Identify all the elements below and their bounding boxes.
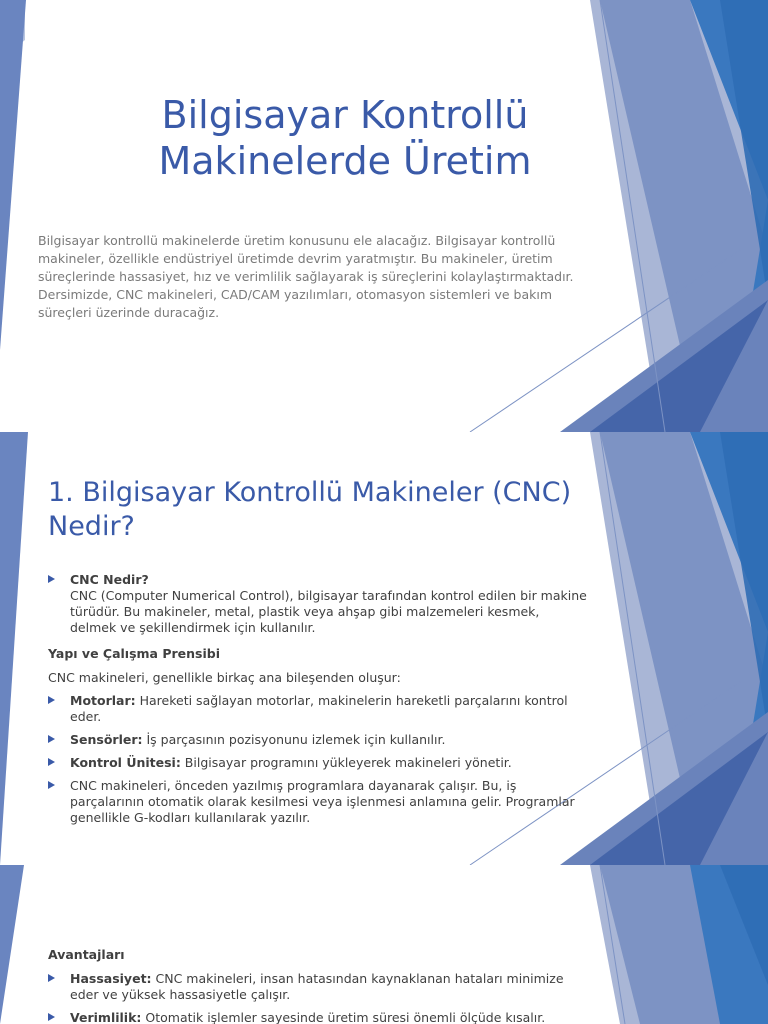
- advantage-label: Hassasiyet:: [70, 971, 152, 986]
- section-content: [48, 572, 588, 833]
- slide-decoration: [0, 0, 768, 432]
- list-item: [48, 778, 588, 826]
- arrow-bullet-icon: [48, 735, 55, 743]
- list-item: [48, 971, 588, 1003]
- cnc-label: CNC Nedir?: [70, 572, 149, 587]
- slide-1: [0, 0, 768, 432]
- list-item: [48, 1010, 588, 1024]
- title-line-1: Bilgisayar Kontrollü: [161, 93, 529, 137]
- arrow-bullet-icon: [48, 575, 55, 583]
- arrow-bullet-icon: [48, 758, 55, 766]
- intro-paragraph: Bilgisayar kontrollü makinelerde üretim konusunu ele alacağız. Bilgisayar kontrollü makineler, özellikle endüstriyel üretimde devrim yaratmıştır. Bu makineler, üretim süreçlerinde hassasiyet, hız ve verimlilik sağlayarak iş süreçlerini kolaylaştırmaktadır. Dersimizde, CNC makineleri, CAD/CAM yazılımları, otomasyon sistemleri ve bakım süreçleri üzerinde duracağız.: [38, 233, 574, 320]
- advantage-label: Verimlilik:: [70, 1010, 142, 1024]
- component-label: Sensörler:: [70, 732, 143, 747]
- list-item: [48, 755, 588, 771]
- closing-text: CNC makineleri, önceden yazılmış programlara dayanarak çalışır. Bu, iş parçalarının otomatik olarak kesilmesi veya işlenmesi anlamına gelir. Programlar genellikle G-kodları kullanılarak yazılır.: [70, 778, 575, 825]
- structure-intro: CNC makineleri, genellikle birkaç ana bileşenden oluşur:: [48, 670, 401, 685]
- advantages-content: [48, 947, 588, 1024]
- slide-3: [0, 865, 768, 1024]
- arrow-bullet-icon: [48, 781, 55, 789]
- advantage-text: CNC makineleri, insan hatasından kaynaklanan hataları minimize eder ve yüksek hassasiyetle çalışır.: [70, 971, 564, 1002]
- list-item: [48, 732, 588, 748]
- slide-2: [0, 432, 768, 865]
- arrow-bullet-icon: [48, 1013, 55, 1021]
- structure-heading: Yapı ve Çalışma Prensibi: [48, 646, 220, 661]
- list-item: [48, 572, 588, 636]
- component-text: Hareketi sağlayan motorlar, makinelerin hareketli parçalarını kontrol eder.: [70, 693, 568, 724]
- section-title: 1. Bilgisayar Kontrollü Makineler (CNC) Nedir?: [48, 477, 572, 542]
- advantages-heading: Avantajları: [48, 947, 125, 962]
- page-title: [110, 92, 580, 184]
- arrow-bullet-icon: [48, 974, 55, 982]
- title-line-2: Makinelerde Üretim: [158, 139, 532, 183]
- arrow-bullet-icon: [48, 696, 55, 704]
- component-text: Bilgisayar programını yükleyerek makineleri yönetir.: [180, 755, 512, 770]
- component-label: Motorlar:: [70, 693, 136, 708]
- advantage-text: Otomatik işlemler sayesinde üretim süresi önemli ölçüde kısalır.: [141, 1010, 546, 1024]
- component-text: İş parçasının pozisyonunu izlemek için kullanılır.: [142, 732, 446, 747]
- list-item: [48, 693, 588, 725]
- cnc-text: CNC (Computer Numerical Control), bilgisayar tarafından kontrol edilen bir makine türüdür. Bu makineler, metal, plastik veya ahşap gibi malzemeleri kesmek, delmek ve şekillendirmek için kullanılır.: [70, 588, 587, 635]
- component-label: Kontrol Ünitesi:: [70, 755, 181, 770]
